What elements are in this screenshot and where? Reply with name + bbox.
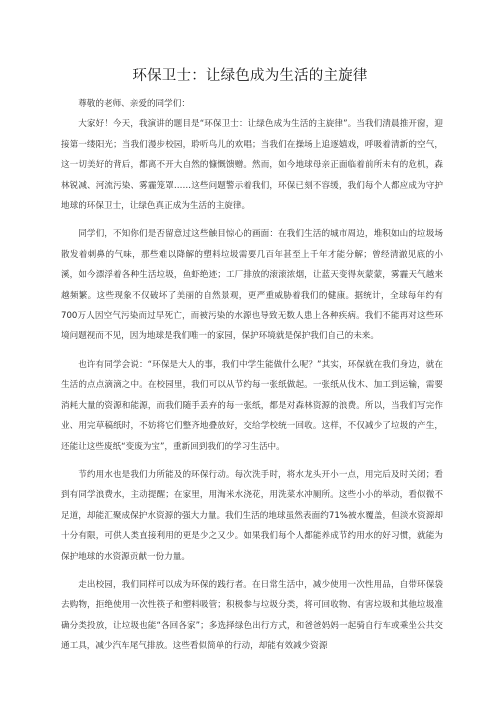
paragraph-save-paper: 也许有同学会说：“环保是大人的事，我们中学生能做什么呢？”其实，环保就在我们身边，就在生活的点点滴滴之中。在校园里，我们可以从节约每一张纸做起。一张纸从伐木、加工到运输，需要消耗大量的资源和能源，而我们随手丢弃的每一张纸，都是对森林资源的浪费。所以，当我们写完作业、用完草稿纸时，不妨将它们整齐地叠放好，交给学校统一回收。这样，不仅减少了垃圾的产生，还能让这些废纸“变废为宝”，重新回到我们的学习生活中。 [61,359,443,452]
salutation: 尊敬的老师、亲爱的同学们： [78,99,190,109]
page-title: 环保卫士：让绿色成为生活的主旋律 [132,68,368,84]
paragraph-daily-actions: 走出校园，我们同样可以成为环保的践行者。在日常生活中，减少使用一次性用品，自带环保袋去购物，拒绝使用一次性筷子和塑料吸管；积极参与垃圾分类，将可回收物、有害垃圾和其他垃圾准确分类投放，让垃圾也能“各回各家”；多选择绿色出行方式，和爸爸妈妈一起骑自行车或乘坐公共交通工具，减少汽车尾气排放。这些看似简单的行动，却能有效减少资源 [61,579,443,652]
speech-body [61,94,443,665]
paragraph-intro: 大家好！今天，我演讲的题目是“环保卫士：让绿色成为生活的主旋律”。当我们清晨推开窗，迎接第一缕阳光；当我们漫步校园，聆听鸟儿的欢唱；当我们在操场上追逐嬉戏，呼吸着清新的空气，这一切美好的背后，都离不开大自然的慷慨馈赠。然而，如今地球母亲正面临着前所未有的危机，森林锐减、河流污染、雾霾笼罩……这些问题警示着我们，环保已刻不容缓，我们每个人都应成为守护地球的环保卫士，让绿色真正成为生活的主旋律。 [61,119,443,212]
paragraph-pollution: 同学们，不知你们是否留意过这些触目惊心的画面：在我们生活的城市周边，堆积如山的垃圾场散发着刺鼻的气味，那些难以降解的塑料垃圾需要几百年甚至上千年才能分解；曾经清澈见底的小溪，如今漂浮着各种生活垃圾，鱼虾绝迹；工厂排放的滚滚浓烟，让蓝天变得灰蒙蒙，雾霾天气越来越频繁。这些现象不仅破坏了美丽的自然景观，更严重威胁着我们的健康。据统计，全球每年约有700万人因空气污染而过早死亡，而被污染的水源也导致无数人患上各种疾病。我们不能再对这些环境问题视而不见，因为地球是我们唯一的家园，保护环境就是保护我们自己的未来。 [61,229,443,342]
paragraph-save-water: 节约用水也是我们力所能及的环保行动。每次洗手时，将水龙头开小一点，用完后及时关闭；看到有同学浪费水，主动提醒；在家里，用淘米水浇花，用洗菜水冲厕所。这些小小的举动，看似微不足道，却能汇聚成保护水资源的强大力量。我们生活的地球虽然表面约71%被水覆盖，但淡水资源却十分有限，可供人类直接利用的更是少之又少。如果我们每个人都能养成节约用水的好习惯，就能为保护地球的水资源贡献一份力量。 [61,469,443,562]
